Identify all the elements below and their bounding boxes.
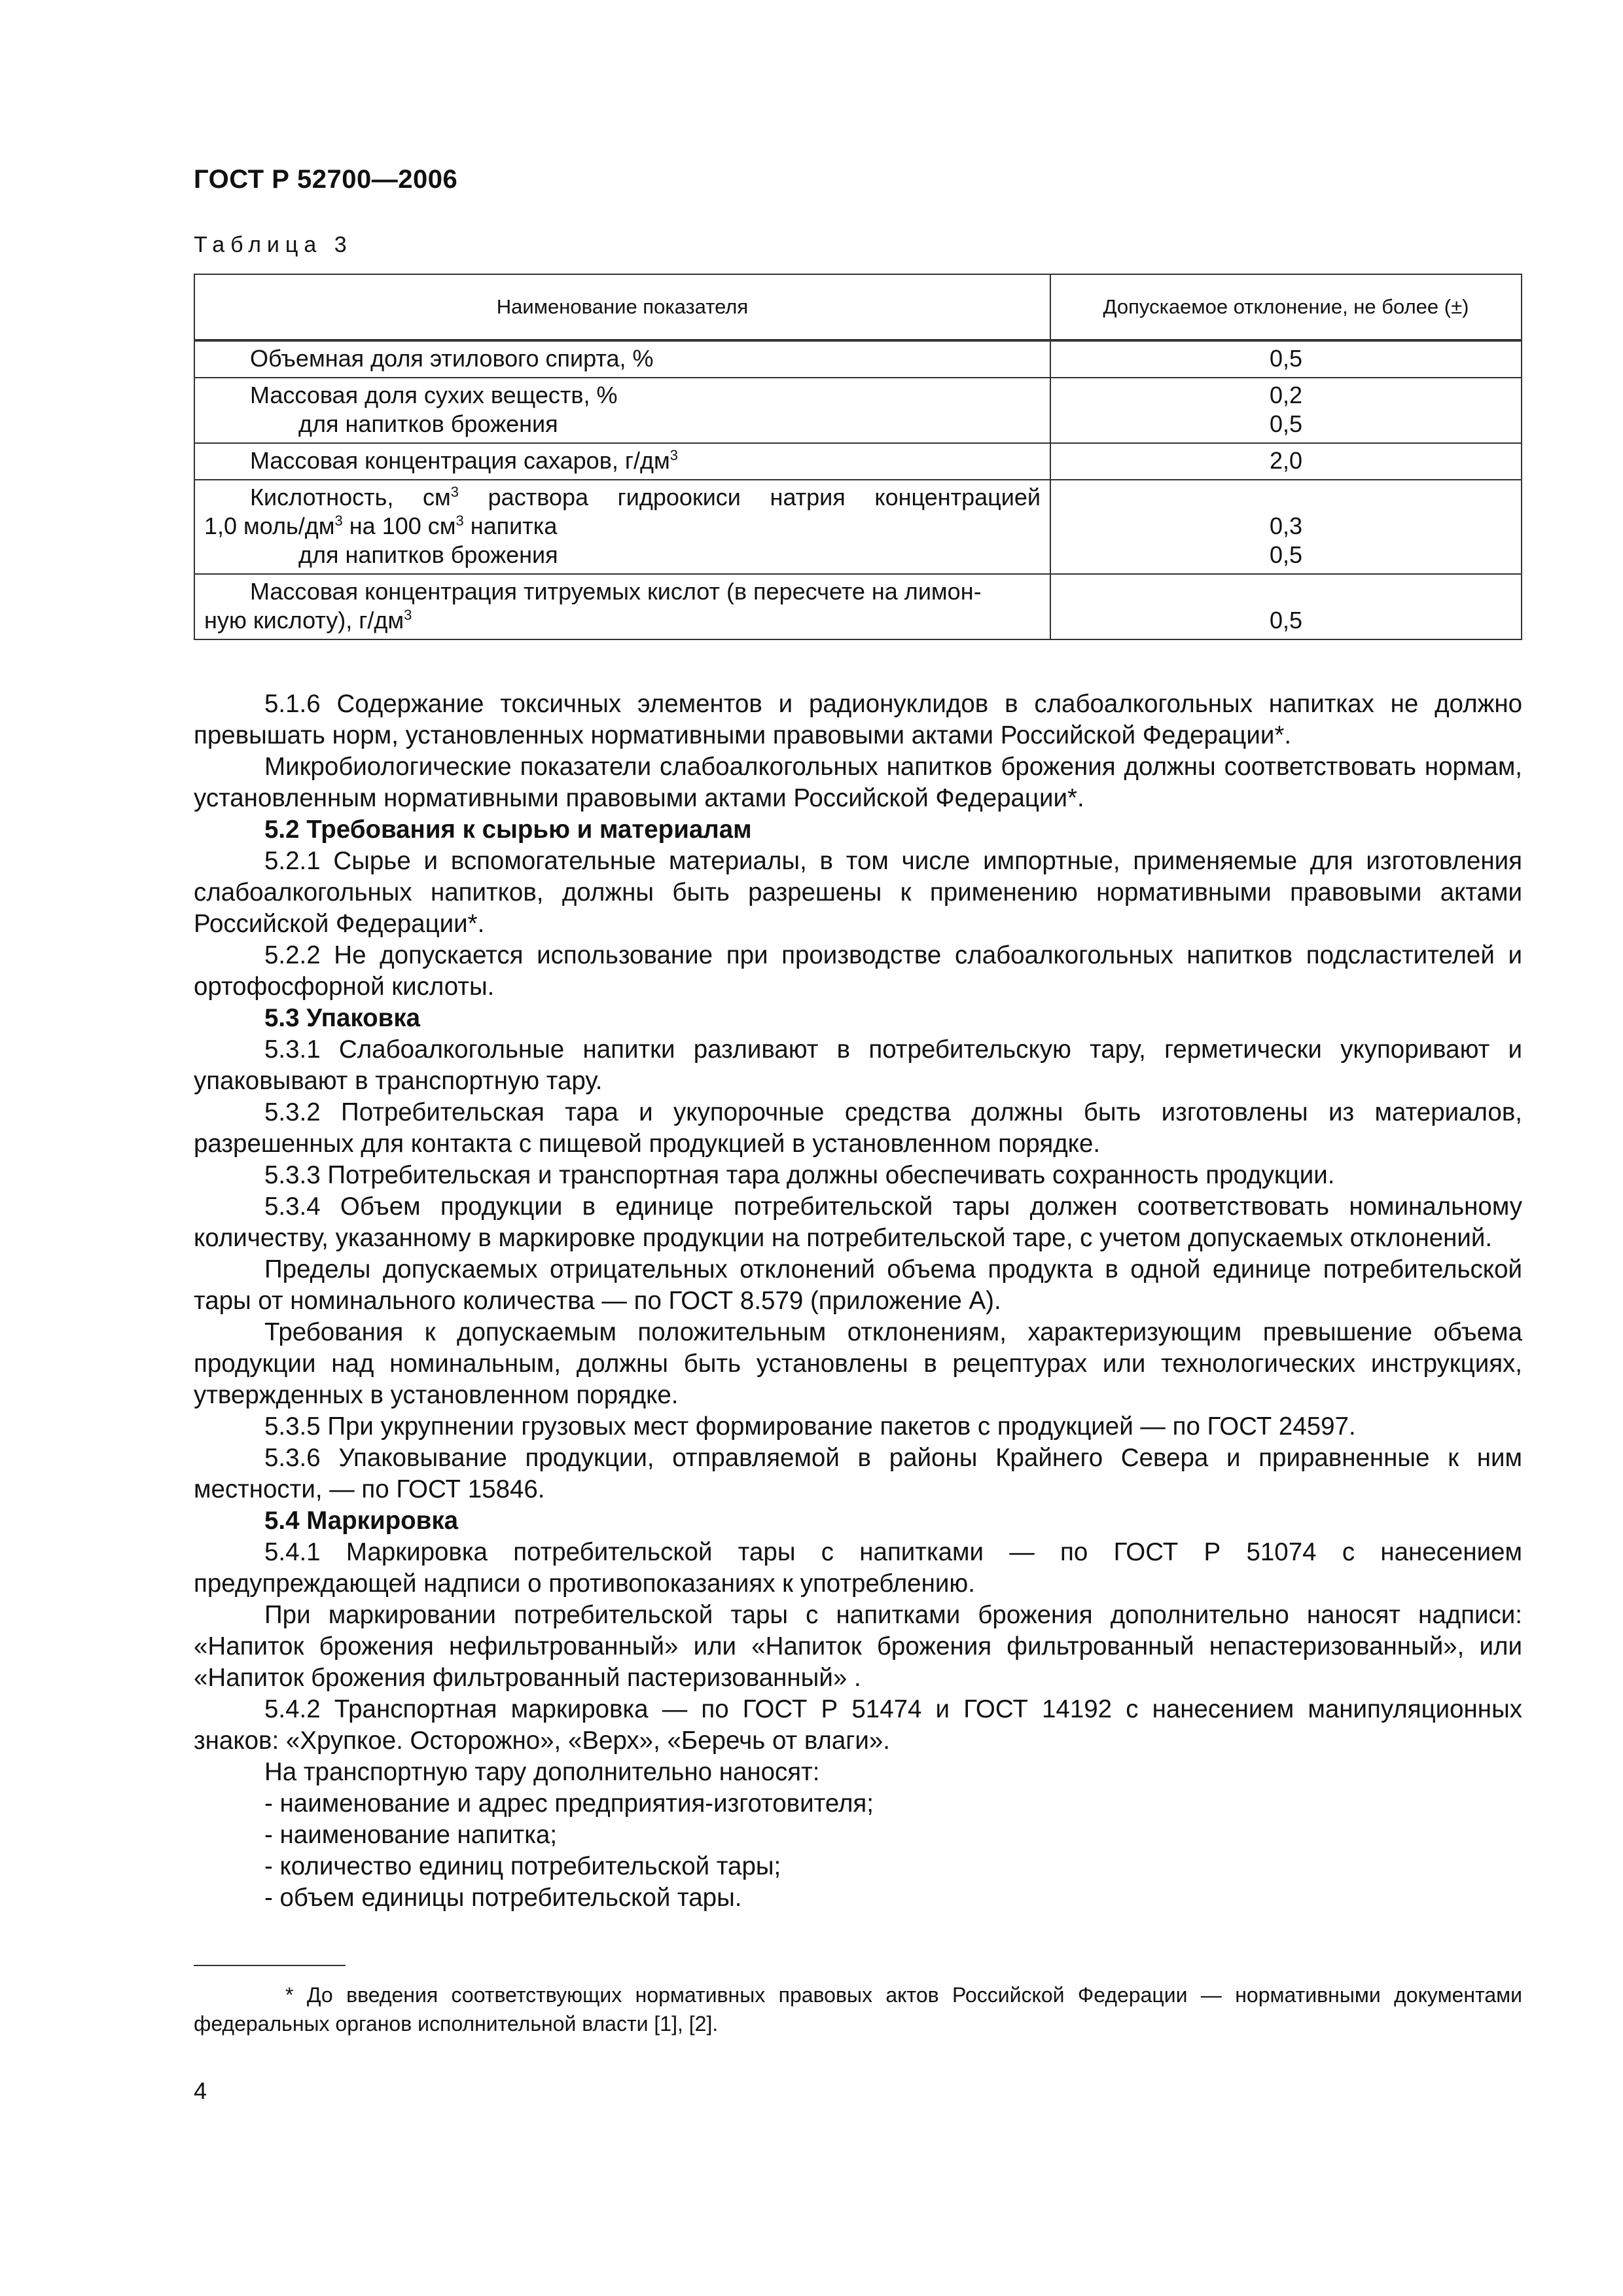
- column-header-tolerance: Допускаемое отклонение, не более (±): [1050, 274, 1522, 340]
- tolerance-value: 0,5: [1269, 541, 1303, 568]
- paragraph-5-3-5: 5.3.5 При укрупнении грузовых мест формирование пакетов с продукцией — по ГОСТ 24597.: [264, 1412, 1356, 1441]
- tolerance-value: 0,5: [1269, 345, 1303, 372]
- section-heading-5-2: 5.2 Требования к сырью и материалам: [264, 816, 752, 844]
- paragraph-5-3-6: 5.3.6 Упаковывание продукции, отправляемой в районы Крайнего Севера и приравненные к ним местности, — по ГОСТ 15846.: [194, 1444, 1522, 1503]
- list-item: - наименование напитка;: [264, 1821, 558, 1849]
- paragraph-5-3-3: 5.3.3 Потребительская и транспортная тара должны обеспечивать сохранность продукции.: [264, 1161, 1335, 1189]
- row-value-cell: [1050, 340, 1522, 378]
- tolerance-table: [194, 274, 1522, 640]
- indicator-text: на 100 см: [342, 512, 456, 539]
- page-header-standard: ГОСТ Р 52700—2006: [194, 165, 458, 194]
- section-heading-5-4: 5.4 Маркировка: [264, 1507, 459, 1535]
- column-header-name: Наименование показателя: [194, 274, 1050, 340]
- paragraph-transport-extra: На транспортную тару дополнительно наносят:: [264, 1758, 820, 1786]
- superscript: 3: [334, 512, 343, 529]
- tolerance-value: 0,5: [1269, 410, 1303, 437]
- list-item: - наименование и адрес предприятия-изготовителя;: [264, 1789, 874, 1818]
- table-caption: Таблица 3: [194, 232, 353, 257]
- superscript: 3: [455, 512, 464, 529]
- paragraph-5-3-1: 5.3.1 Слабоалкогольные напитки разливают в потребительскую тару, герметически укупоривают и упаковывают в транспортную тару.: [194, 1035, 1522, 1095]
- indicator-subname: для напитков брожения: [298, 410, 558, 437]
- indicator-text: напитка: [463, 512, 558, 539]
- spacer: [1058, 483, 1514, 512]
- superscript: 3: [404, 607, 412, 623]
- tolerance-value: 0,3: [1269, 512, 1303, 539]
- row-name-cell: [194, 574, 1050, 639]
- table-row: [194, 574, 1522, 639]
- row-name-cell: [194, 378, 1050, 443]
- footnote: * До введения соответствующих нормативных правовых актов Российской Федерации — нормативными документами федеральных органов исполнительной власти [1], [2].: [194, 1983, 1522, 2036]
- paragraph-5-1-6: 5.1.6 Содержание токсичных элементов и радионуклидов в слабоалкогольных напитках не должно превышать норм, установленных нормативными правовыми актами Российской Федерации*.: [194, 690, 1522, 749]
- indicator-text: 1,0 моль/дм: [204, 512, 335, 539]
- table-header-row: [194, 274, 1522, 340]
- row-value-cell: [1050, 480, 1522, 574]
- spacer: [1058, 577, 1514, 606]
- table-row: [194, 480, 1522, 574]
- list-item: - объем единицы потребительской тары.: [264, 1884, 742, 1912]
- indicator-name: Массовая доля сухих веществ, %: [250, 382, 618, 408]
- indicator-text: ную кислоту), г/дм: [204, 607, 404, 634]
- indicator-name-continued: [204, 606, 1041, 635]
- indicator-name: [204, 446, 1041, 475]
- superscript: 3: [669, 447, 678, 463]
- list-item: - количество единиц потребительской тары;: [264, 1852, 781, 1880]
- indicator-text: Кислотность, см: [250, 484, 451, 511]
- table-row: [194, 443, 1522, 480]
- body-text: [194, 689, 1522, 1914]
- row-value-cell: [1050, 378, 1522, 443]
- row-value-cell: [1050, 574, 1522, 639]
- indicator-text: Массовая концентрация сахаров, г/дм: [250, 447, 670, 474]
- page-number: 4: [194, 2077, 207, 2104]
- paragraph-5-3-2: 5.3.2 Потребительская тара и укупорочные средства должны быть изготовлены из материалов, разрешенных для контакта с пищевой продукцией в установленном порядке.: [194, 1098, 1522, 1158]
- paragraph-5-4-1-fermented: При маркировании потребительской тары с напитками брожения дополнительно наносят надписи: «Напиток брожения нефильтрованный» или «Напиток брожения фильтрованный непастеризованный», или «Напиток брожения фильтрованный пастеризованный» .: [194, 1601, 1522, 1692]
- indicator-subname: для напитков брожения: [298, 541, 558, 568]
- paragraph-microbiology: Микробиологические показатели слабоалкогольных напитков брожения должны соответствовать нормам, установленным нормативными правовыми актами Российской Федерации*.: [194, 753, 1522, 812]
- footnote-divider: [194, 1965, 346, 1966]
- row-name-cell: [194, 480, 1050, 574]
- paragraph-5-3-4-positive: Требования к допускаемым положительным отклонениям, характеризующим превышение объема продукции над номинальным, должны быть установлены в рецептурах или технологических инструкциях, утвержденных в установленном порядке.: [194, 1318, 1522, 1409]
- superscript: 3: [450, 484, 459, 500]
- indicator-text: раствора гидроокиси натрия концентрацией: [459, 484, 1041, 511]
- indicator-name: Объемная доля этилового спирта, %: [250, 345, 654, 372]
- row-value-cell: [1050, 443, 1522, 480]
- row-name-cell: [194, 443, 1050, 480]
- row-name-cell: [194, 340, 1050, 378]
- indicator-name: [204, 483, 1041, 512]
- tolerance-value: 0,5: [1269, 607, 1303, 634]
- table-row: [194, 340, 1522, 378]
- tolerance-value: 2,0: [1269, 447, 1303, 474]
- indicator-name-continued: [204, 512, 1041, 541]
- paragraph-5-4-1: 5.4.1 Маркировка потребительской тары с напитками — по ГОСТ Р 51074 с нанесением предупреждающей надписи о противопоказаниях к употреблению.: [194, 1538, 1522, 1598]
- section-heading-5-3: 5.3 Упаковка: [264, 1004, 420, 1032]
- indicator-name: Массовая концентрация титруемых кислот (в пересчете на лимон-: [250, 578, 982, 605]
- paragraph-5-4-2: 5.4.2 Транспортная маркировка — по ГОСТ Р 51474 и ГОСТ 14192 с нанесением манипуляционных знаков: «Хрупкое. Осторожно», «Верх», «Беречь от влаги».: [194, 1695, 1522, 1755]
- table-row: [194, 378, 1522, 443]
- tolerance-value: 0,2: [1269, 382, 1303, 408]
- paragraph-5-3-4-negative: Пределы допускаемых отрицательных отклонений объема продукта в одной единице потребительской тары от номинального количества — по ГОСТ 8.579 (приложение А).: [194, 1255, 1522, 1315]
- paragraph-5-3-4: 5.3.4 Объем продукции в единице потребительской тары должен соответствовать номинальному количеству, указанному в маркировке продукции на потребительской таре, с учетом допускаемых отклонений.: [194, 1193, 1522, 1252]
- paragraph-5-2-1: 5.2.1 Сырье и вспомогательные материалы, в том числе импортные, применяемые для изготовления слабоалкогольных напитков, должны быть разрешены к применению нормативными правовыми актами Российской Федерации*.: [194, 847, 1522, 938]
- paragraph-5-2-2: 5.2.2 Не допускается использование при производстве слабоалкогольных напитков подсластителей и ортофосфорной кислоты.: [194, 941, 1522, 1001]
